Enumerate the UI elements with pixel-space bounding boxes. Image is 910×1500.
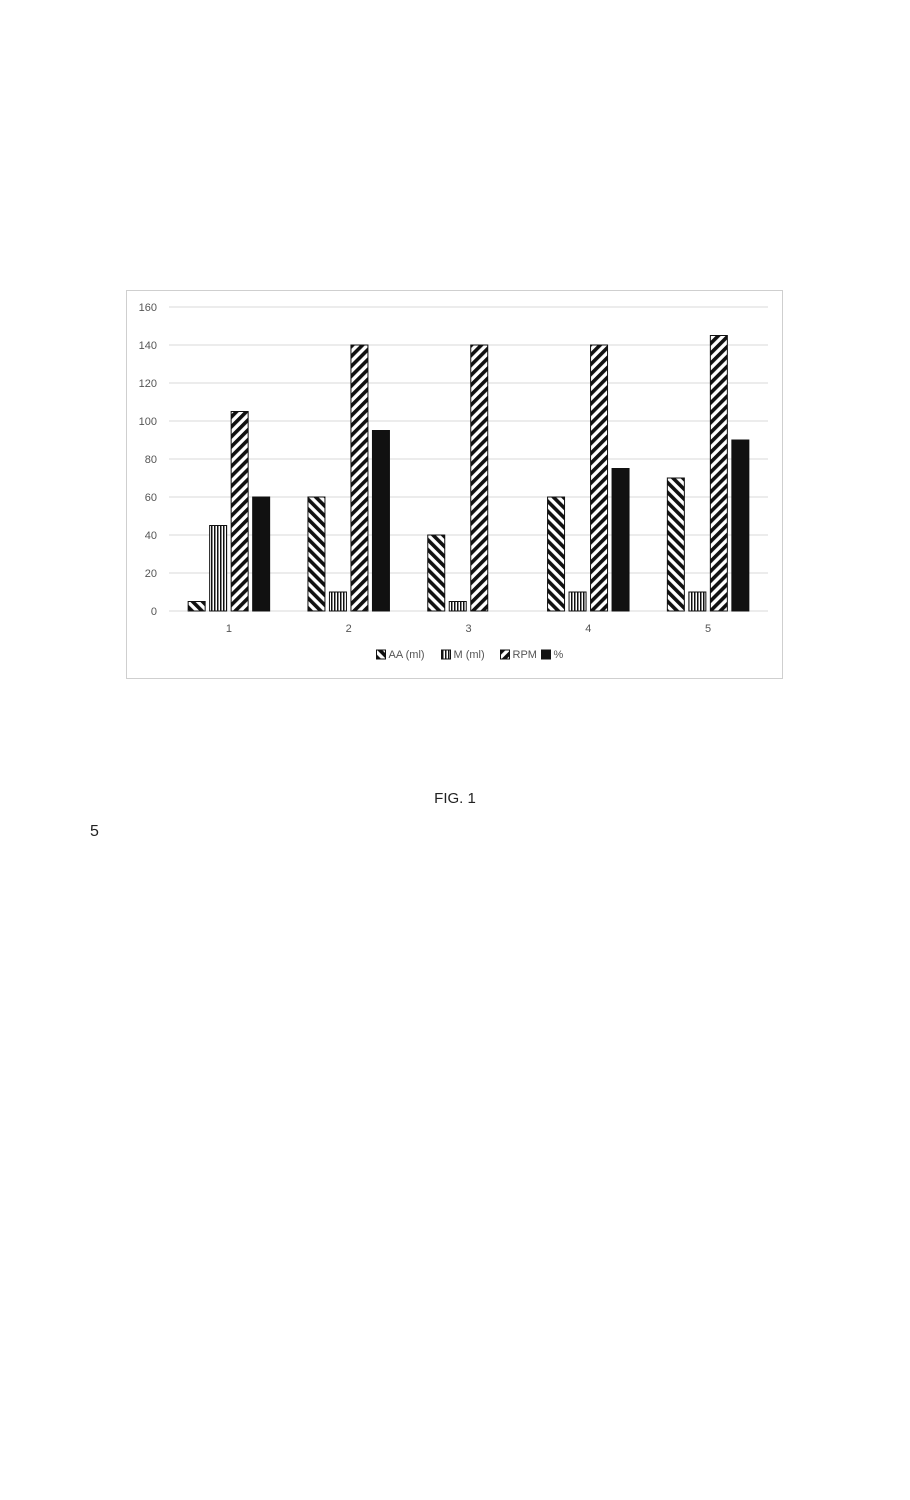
bars	[188, 336, 749, 612]
legend-swatch	[377, 650, 386, 659]
bar-AA (ml)	[308, 497, 325, 611]
y-tick-label: 0	[150, 606, 157, 618]
x-tick-label: 1	[225, 623, 232, 635]
x-tick-label: 5	[705, 623, 712, 635]
chart-frame	[126, 290, 783, 679]
bar-%	[612, 469, 629, 612]
bar-AA (ml)	[188, 602, 205, 612]
y-tick-label: 120	[138, 378, 157, 390]
bar-M (ml)	[210, 526, 227, 612]
y-tick-label: 80	[144, 454, 157, 466]
y-tick-label: 20	[144, 568, 157, 580]
bar-AA (ml)	[667, 478, 684, 611]
legend-label: M (ml)	[453, 649, 485, 661]
bar-M (ml)	[449, 602, 466, 612]
y-tick-label: 160	[138, 302, 157, 314]
figure-caption: FIG. 1	[434, 790, 476, 807]
bar-M (ml)	[569, 592, 586, 611]
legend-swatch	[542, 650, 551, 659]
page-number: 5	[90, 823, 99, 840]
x-tick-label: 3	[465, 623, 472, 635]
bar-%	[732, 440, 749, 611]
bar-RPM	[351, 345, 368, 611]
bar-M (ml)	[689, 592, 706, 611]
y-tick-label: 100	[138, 416, 157, 428]
bar-AA (ml)	[428, 535, 445, 611]
legend-swatch	[442, 650, 451, 659]
bar-RPM	[710, 336, 727, 612]
bar-M (ml)	[329, 592, 346, 611]
bar-AA (ml)	[548, 497, 565, 611]
legend-label: %	[553, 649, 564, 661]
y-axis-ticks	[139, 302, 157, 618]
bar-%	[253, 497, 270, 611]
bar-RPM	[471, 345, 488, 611]
legend-label: AA (ml)	[388, 649, 425, 661]
bar-RPM	[231, 412, 248, 612]
legend	[377, 649, 564, 661]
x-axis-ticks	[226, 623, 711, 635]
bar-chart	[127, 291, 784, 680]
y-tick-label: 60	[144, 492, 157, 504]
y-tick-label: 40	[144, 530, 157, 542]
x-tick-label: 4	[585, 623, 592, 635]
legend-label: RPM	[512, 649, 537, 661]
legend-swatch	[501, 650, 510, 659]
bar-RPM	[591, 345, 608, 611]
bar-%	[372, 431, 389, 612]
x-tick-label: 2	[345, 623, 352, 635]
y-tick-label: 140	[138, 340, 157, 352]
